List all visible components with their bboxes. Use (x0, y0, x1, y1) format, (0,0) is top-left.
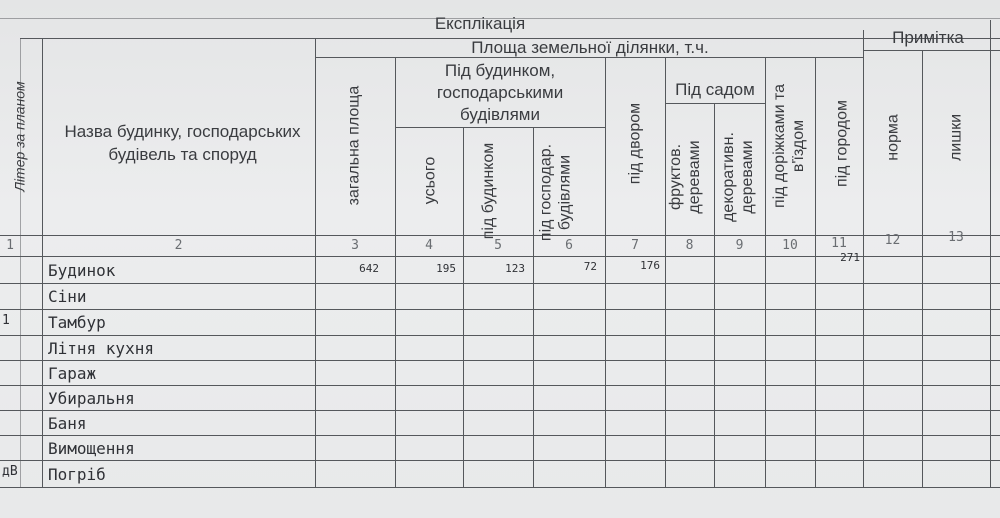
under-buildings-group-header: Під будинком, господарськими будівлями (436, 61, 564, 124)
row-name-garage: Гараж (48, 364, 97, 383)
all-header: усього (421, 156, 439, 205)
row-name-house: Будинок (48, 261, 116, 280)
column-number: 12 (884, 233, 901, 248)
column-number: 6 (565, 238, 573, 253)
column-number: 7 (631, 238, 639, 253)
row-name-entryway: Сіни (48, 287, 87, 306)
row-litera-vestibule: 1 (2, 313, 10, 328)
under-yard-header: під двором (626, 102, 644, 185)
value-under-kitchen-garden: 271 (840, 251, 860, 264)
row-name-summer-kitchen: Літня кухня (48, 339, 154, 358)
fruit-trees-header: фруктов. деревами (667, 140, 703, 214)
total-area-header: загальна площа (345, 85, 363, 206)
name-column-header: Назва будинку, господарських будівель та споруд (64, 122, 301, 164)
column-number: 5 (494, 238, 502, 253)
value-under-outbuildings: 72 (583, 260, 597, 273)
value-under-house: 123 (505, 262, 525, 275)
under-house-header: під будинком (480, 142, 497, 240)
row-name-toilet: Убиральня (48, 389, 135, 408)
value-all: 195 (436, 262, 456, 275)
column-number: 10 (782, 238, 798, 253)
land-area-group-header: Площа земельної ділянки, т.ч. (471, 38, 709, 57)
column-number: 2 (174, 238, 183, 253)
explication-title: Експлікація (434, 14, 526, 33)
column-number: 4 (425, 238, 433, 253)
column-number: 3 (351, 238, 359, 253)
row-litera-cellar: дВ (2, 464, 18, 479)
column-number: 1 (6, 238, 14, 253)
paths-header: під доріжками та в'їздом (771, 83, 807, 209)
decorative-trees-header: декоративн. деревами (720, 132, 756, 222)
row-name-bathhouse: Баня (48, 414, 87, 433)
kitchen-garden-header: під городом (833, 99, 851, 188)
value-total-area: 642 (359, 262, 379, 275)
row-name-cellar: Погріб (48, 465, 106, 484)
column-number: 8 (685, 238, 694, 253)
litera-column-header: Літер за планом (11, 81, 28, 192)
under-outbuildings-header: під господар. будівлями (537, 143, 574, 242)
note-header: Примітка (892, 28, 964, 47)
row-name-paving: Вимощення (48, 439, 135, 458)
row-name-vestibule: Тамбур (48, 313, 106, 332)
column-number: 9 (735, 238, 744, 253)
excess-header: лишки (947, 113, 965, 162)
norm-header: норма (884, 114, 902, 161)
column-number: 11 (831, 236, 847, 251)
under-garden-group-header: Під садом (675, 80, 755, 99)
value-under-yard: 176 (640, 259, 660, 272)
column-number: 13 (948, 230, 964, 245)
